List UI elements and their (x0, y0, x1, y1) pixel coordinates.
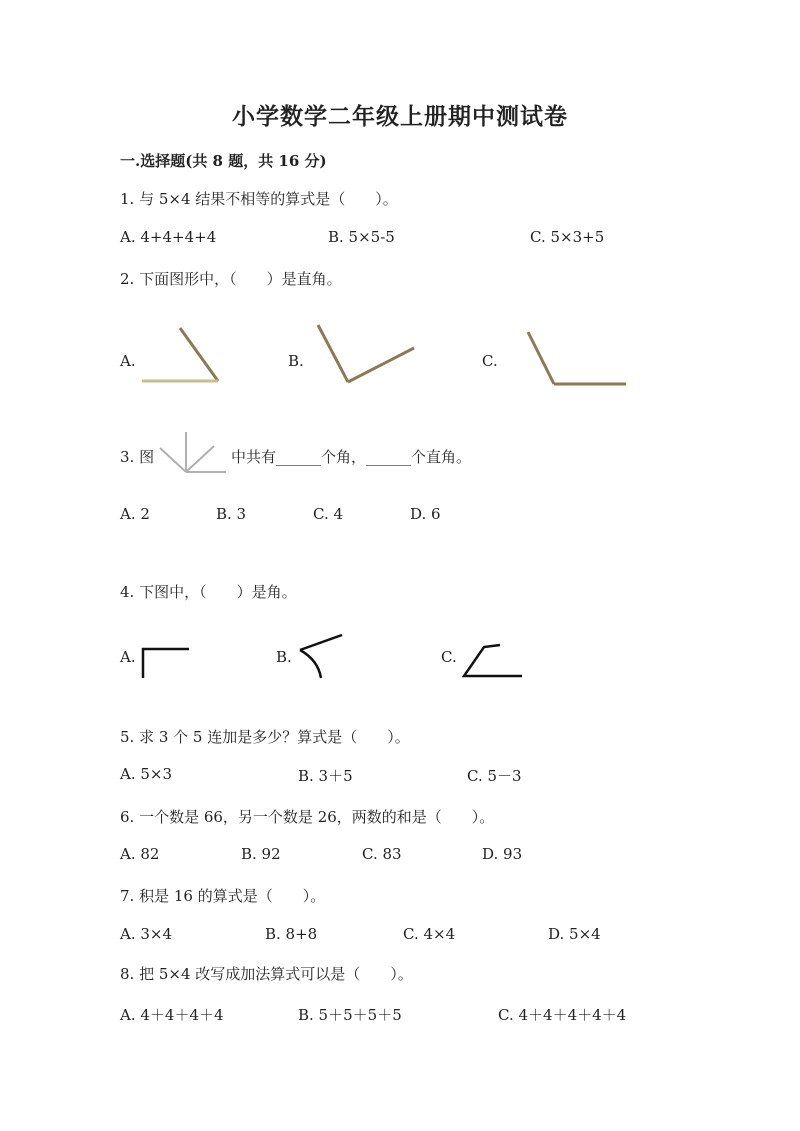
question-2-stem: 2. 下面图形中，（ ）是直角。 (120, 270, 342, 288)
question-4-option-b[interactable]: B. (276, 648, 292, 666)
question-7-stem: 7. 积是 16 的算式是（ ）。 (120, 887, 326, 905)
question-3-option-b[interactable]: B. 3 (216, 505, 247, 523)
question-2-option-c[interactable]: C. (482, 352, 498, 370)
question-2-option-b[interactable]: B. (288, 352, 304, 370)
question-4-option-c[interactable]: C. (441, 648, 457, 666)
question-6-stem: 6. 一个数是 66，另一个数是 26，两数的和是（ ）。 (120, 808, 495, 826)
page-title: 小学数学二年级上册期中测试卷 (232, 103, 568, 130)
question-7-option-c[interactable]: C. 4×4 (403, 925, 456, 943)
q2-angle-b-figure (312, 320, 422, 388)
question-8-option-b[interactable]: B. 5＋5＋5＋5 (298, 1006, 402, 1024)
question-3-option-d[interactable]: D. 6 (410, 505, 441, 523)
question-3-option-c[interactable]: C. 4 (313, 505, 344, 523)
question-3-option-a[interactable]: A. 2 (120, 505, 150, 523)
question-6-option-d[interactable]: D. 93 (482, 845, 523, 863)
question-6-option-a[interactable]: A. 82 (120, 845, 160, 863)
q4-figure-a (140, 646, 192, 680)
section-heading: 一.选择题(共 8 题，共 16 分) (120, 152, 327, 170)
question-3-stem-after: 中共有______个角，______个直角。 (231, 448, 472, 466)
question-7-option-a[interactable]: A. 3×4 (120, 925, 173, 943)
question-1-option-c[interactable]: C. 5×3+5 (530, 228, 605, 246)
question-6-option-c[interactable]: C. 83 (362, 845, 402, 863)
question-7-option-b[interactable]: B. 8+8 (265, 925, 318, 943)
question-8-option-a[interactable]: A. 4＋4＋4＋4 (120, 1006, 224, 1024)
question-4-stem: 4. 下图中，（ ）是角。 (120, 583, 297, 601)
question-6-option-b[interactable]: B. 92 (241, 845, 281, 863)
question-1-option-b[interactable]: B. 5×5-5 (328, 228, 395, 246)
question-1-stem: 1. 与 5×4 结果不相等的算式是（ ）。 (120, 190, 398, 208)
question-8-stem: 8. 把 5×4 改写成加法算式可以是（ ）。 (120, 965, 413, 983)
question-2-option-a[interactable]: A. (120, 352, 136, 370)
question-8-option-c[interactable]: C. 4＋4＋4＋4＋4 (498, 1006, 627, 1024)
q3-angles-figure (156, 430, 228, 476)
question-5-option-c[interactable]: C. 5－3 (467, 767, 522, 785)
question-1-option-a[interactable]: A. 4+4+4+4 (120, 228, 217, 246)
q4-figure-c (460, 642, 526, 680)
q2-angle-c-figure (524, 328, 632, 390)
question-4-option-a[interactable]: A. (120, 648, 136, 666)
q2-angle-a-figure (138, 322, 228, 388)
question-7-option-d[interactable]: D. 5×4 (548, 925, 601, 943)
q4-figure-b (296, 632, 346, 680)
question-5-option-a[interactable]: A. 5×3 (120, 765, 173, 783)
question-3-stem-before: 3. 图 (120, 448, 155, 466)
question-5-stem: 5. 求 3 个 5 连加是多少？算式是（ ）。 (120, 728, 410, 746)
question-5-option-b[interactable]: B. 3＋5 (298, 767, 353, 785)
